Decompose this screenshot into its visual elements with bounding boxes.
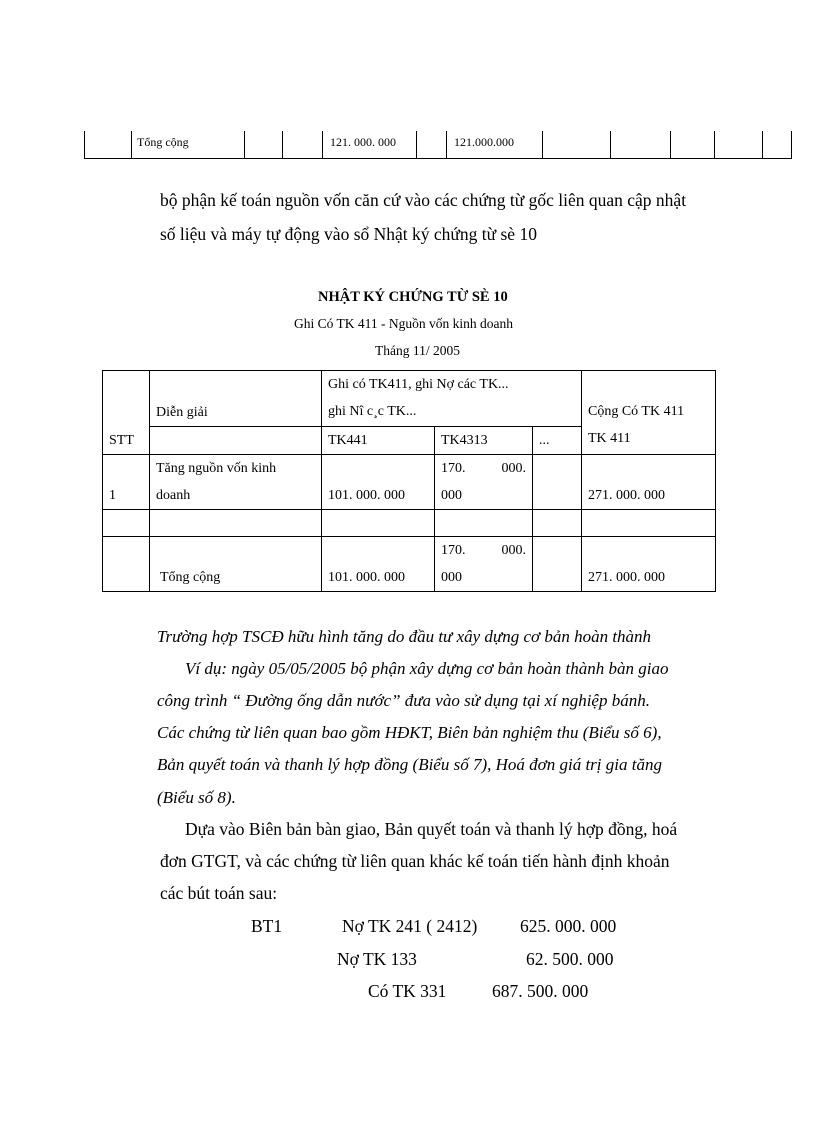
col-divider: [762, 131, 763, 158]
row-total-cell: [582, 455, 716, 510]
entry-bt-label: BT1: [251, 916, 283, 936]
top-total-value-a: 121. 000. 000: [330, 135, 396, 149]
row-total: 271. 000. 000: [588, 488, 665, 503]
table-row-empty: [103, 510, 716, 537]
total-label: Tổng cộng: [160, 570, 221, 585]
stt-header-cell: [103, 371, 150, 455]
empty-cell: [435, 510, 533, 537]
journal-table: [102, 370, 716, 592]
basis-line-2: đơn GTGT, và các chứng từ liên quan khác kế toán tiến hành định khoản: [160, 851, 670, 871]
total-tk441: 101. 000. 000: [328, 570, 405, 585]
col-divider: [610, 131, 611, 158]
row-tk4313-part-b: 000.: [501, 461, 526, 476]
col-divider: [282, 131, 283, 158]
table-header-row: [103, 371, 716, 427]
stt-header: STT: [109, 433, 134, 448]
cong-co-header: Cộng Có TK 411: [588, 404, 685, 419]
row-desc-cell: [150, 455, 322, 510]
tk441-header: TK441: [328, 433, 368, 448]
total-tk4313-part-c: 000: [441, 570, 462, 585]
case-heading: Trường hợp TSCĐ hữu hình tăng do đầu tư xây dựng cơ bản hoàn thành: [157, 627, 652, 646]
tk411-header: TK 411: [588, 431, 631, 446]
col-divider: [542, 131, 543, 158]
col-divider: [84, 131, 85, 158]
row-tk441-cell: [322, 455, 435, 510]
total-tk4313-part-b: 000.: [501, 543, 526, 558]
table-total-row: [103, 537, 716, 592]
row-tk4313-cell: [435, 455, 533, 510]
table-row: [103, 455, 716, 510]
ghi-co-header-line-2: ghi Nî c¸c TK...: [328, 404, 417, 419]
journal-subtitle: Ghi Có TK 411 - Nguồn vốn kinh doanh: [294, 316, 513, 331]
col-divider: [416, 131, 417, 158]
case-line-2: công trình “ Đường ống dẫn nước” đưa vào sử dụng tại xí nghiệp bánh.: [157, 691, 650, 710]
entry-debit-1-account: Nợ TK 241 ( 2412): [342, 916, 478, 936]
row-stt: 1: [109, 488, 116, 503]
empty-cell: [533, 537, 582, 592]
total-tk441-cell: [322, 537, 435, 592]
case-line-5: (Biểu số 8).: [157, 788, 236, 807]
ellipsis-header-cell: [533, 427, 582, 455]
case-line-1: Ví dụ: ngày 05/05/2005 bộ phận xây dựng cơ bản hoàn thành bàn giao: [185, 659, 669, 678]
ghi-co-header-cell: [322, 371, 582, 427]
total-tk4313-part-a: 170.: [441, 543, 466, 558]
grand-total-cell: [582, 537, 716, 592]
cong-co-header-cell: [582, 371, 716, 455]
empty-cell: [150, 427, 322, 455]
row-desc-line-2: doanh: [156, 488, 191, 503]
top-total-value-b: 121.000.000: [454, 135, 514, 149]
ghi-co-header-line-1: Ghi có TK411, ghi Nợ các TK...: [328, 377, 509, 392]
col-divider: [322, 131, 323, 158]
empty-cell: [103, 537, 150, 592]
entry-debit-2-account: Nợ TK 133: [337, 949, 417, 969]
basis-line-1: Dựa vào Biên bản bàn giao, Bản quyết toán và thanh lý hợp đồng, hoá: [185, 819, 678, 839]
ellipsis-header: ...: [539, 433, 550, 448]
row-desc-line-1: Tăng nguồn vốn kinh: [156, 461, 277, 476]
top-table-row: [84, 131, 792, 159]
col-divider: [670, 131, 671, 158]
col-divider: [791, 131, 792, 158]
entry-debit-2-amount: 62. 500. 000: [526, 949, 614, 969]
tk4313-header-cell: [435, 427, 533, 455]
empty-cell: [103, 510, 150, 537]
row-tk4313-part-c: 000: [441, 488, 462, 503]
row-tk4313-part-a: 170.: [441, 461, 466, 476]
empty-cell: [150, 510, 322, 537]
dien-giai-header-cell: [150, 371, 322, 427]
journal-title: NHẬT KÝ CHỨNG TỪ SÈ 10: [318, 289, 508, 305]
journal-month: Tháng 11/ 2005: [375, 343, 460, 358]
row-tk441: 101. 000. 000: [328, 488, 405, 503]
entry-debit-1-amount: 625. 000. 000: [520, 916, 617, 936]
case-line-3: Các chứng từ liên quan bao gồm HĐKT, Biên bản nghiệm thu (Biểu số 6),: [157, 723, 662, 742]
total-tk4313-cell: [435, 537, 533, 592]
col-divider: [714, 131, 715, 158]
col-divider: [446, 131, 447, 158]
row-stt-cell: [103, 455, 150, 510]
total-label-cell: [150, 537, 322, 592]
grand-total: 271. 000. 000: [588, 570, 665, 585]
entry-credit-amount: 687. 500. 000: [492, 981, 589, 1001]
empty-cell: [533, 510, 582, 537]
col-divider: [244, 131, 245, 158]
row-ellipsis-cell: [533, 455, 582, 510]
case-line-4: Bản quyết toán và thanh lý hợp đồng (Biểu số 7), Hoá đơn giá trị gia tăng: [157, 755, 662, 774]
tk441-header-cell: [322, 427, 435, 455]
top-total-label: Tổng cộng: [137, 135, 189, 149]
dien-giai-header: Diễn giải: [156, 405, 208, 420]
entry-credit-account: Có TK 331: [368, 981, 447, 1001]
empty-cell: [582, 510, 716, 537]
col-divider: [131, 131, 132, 158]
total-tk4313-line-1: [441, 537, 526, 564]
intro-line-2: số liệu và máy tự động vào sổ Nhật ký chứng từ sè 10: [160, 224, 537, 244]
empty-cell: [322, 510, 435, 537]
basis-line-3: các bút toán sau:: [160, 883, 278, 903]
tk4313-header: TK4313: [441, 433, 488, 448]
intro-line-1: bộ phận kế toán nguồn vốn căn cứ vào các chứng từ gốc liên quan cập nhật: [160, 190, 687, 210]
row-tk4313-line-1: [441, 455, 526, 482]
